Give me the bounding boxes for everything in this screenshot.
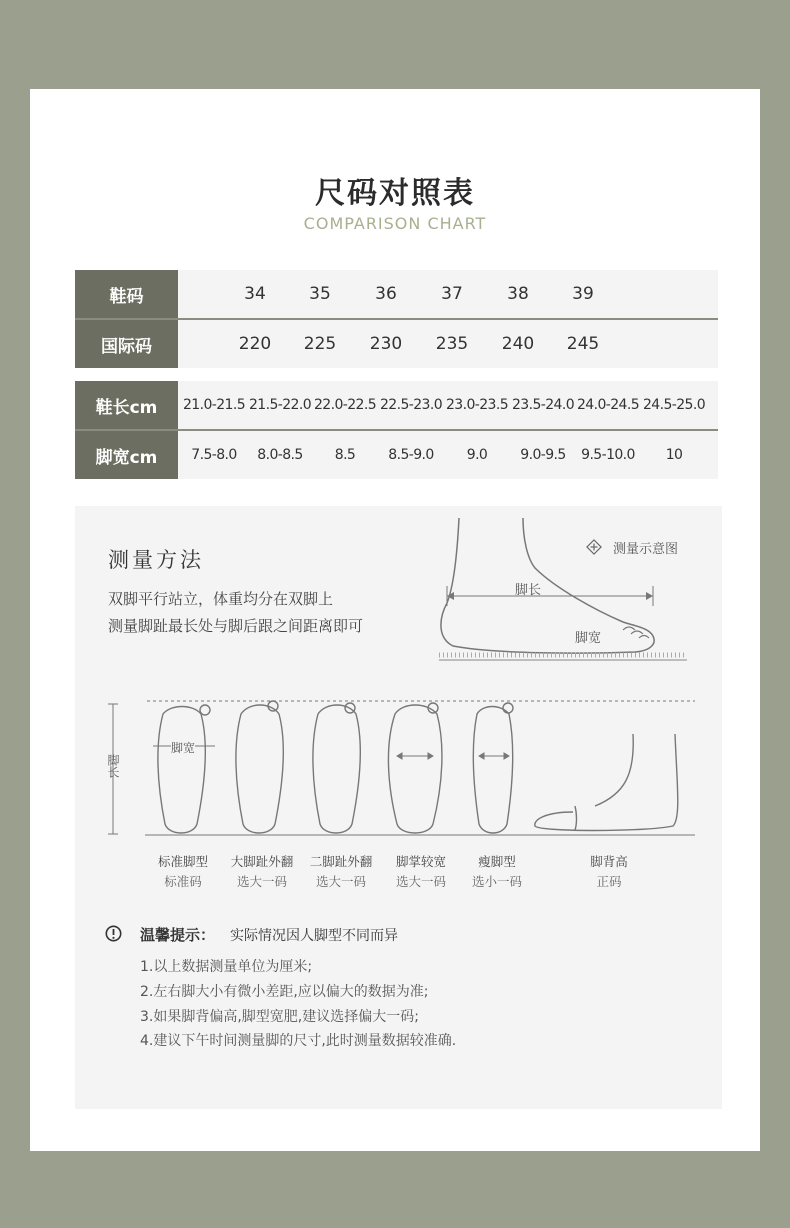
diagram-length-label: 脚长 (515, 583, 542, 598)
sole-width-label: 脚宽 (171, 741, 196, 755)
table-cell: 8.0-8.5 (257, 447, 303, 463)
measurement-panel (75, 506, 722, 1109)
table-cell: 8.5-9.0 (388, 447, 434, 463)
table-row (75, 431, 718, 479)
row-header: 国际码 (75, 320, 178, 368)
foot-type-name: 脚掌较宽 (395, 854, 447, 869)
tip-line: 2.左右脚大小有微小差距,应以偏大的数据为准; (140, 984, 429, 1000)
table-cell: 24.5-25.0 (643, 397, 705, 413)
page-title: 尺码对照表 (315, 176, 475, 211)
table-cell: 245 (566, 334, 600, 354)
table-cell: 9.0 (466, 447, 488, 463)
tip-line: 1.以上数据测量单位为厘米; (140, 959, 313, 975)
table-cell: 21.5-22.0 (249, 397, 311, 413)
tips-heading: 温馨提示： (140, 926, 216, 944)
foot-type-advice: 正码 (596, 874, 622, 889)
foot-types-diagram (105, 694, 705, 844)
diagram-width-label: 脚宽 (575, 631, 602, 646)
side-length-label: 脚长 (106, 754, 120, 778)
table-cell: 9.5-10.0 (581, 447, 635, 463)
row-header: 鞋长cm (75, 381, 178, 429)
row-header: 脚宽cm (75, 431, 178, 479)
table-cell: 22.0-22.5 (314, 397, 376, 413)
foot-type-advice: 选大一码 (395, 874, 447, 889)
tip-line: 3.如果脚背偏高,脚型宽肥,建议选择偏大一码; (140, 1009, 419, 1025)
table-row (75, 270, 718, 318)
table-cell: 240 (501, 334, 535, 354)
table-cell: 34 (244, 284, 266, 304)
foot-type-advice: 选小一码 (471, 874, 523, 889)
info-icon (105, 925, 122, 942)
table-cell: 38 (507, 284, 529, 304)
table-row (75, 320, 718, 368)
method-line: 测量脚趾最长处与脚后跟之间距离即可 (108, 617, 364, 635)
table-cell: 36 (375, 284, 397, 304)
table-row (75, 381, 718, 429)
foot-type-name: 大脚趾外翻 (230, 854, 294, 869)
foot-type-name: 脚背高 (590, 854, 628, 869)
size-table (75, 270, 718, 368)
foot-type-advice: 标准码 (164, 874, 202, 889)
measure-table (75, 381, 718, 479)
tip-line: 4.建议下午时间测量脚的尺寸,此时测量数据较准确. (140, 1033, 457, 1049)
table-cell: 22.5-23.0 (380, 397, 442, 413)
table-cell: 21.0-21.5 (183, 397, 245, 413)
table-cell: 39 (572, 284, 594, 304)
table-cell: 23.0-23.5 (446, 397, 508, 413)
foot-type-advice: 选大一码 (236, 874, 288, 889)
table-cell: 10 (665, 447, 683, 463)
foot-type-name: 瘦脚型 (478, 854, 516, 869)
foot-type-advice: 选大一码 (315, 874, 367, 889)
table-cell: 35 (309, 284, 331, 304)
foot-side-diagram (435, 518, 695, 668)
method-line: 双脚平行站立，体重均分在双脚上 (108, 590, 334, 608)
table-cell: 23.5-24.0 (512, 397, 574, 413)
foot-type-name: 标准脚型 (157, 854, 209, 869)
row-header: 鞋码 (75, 270, 178, 318)
table-cell: 225 (303, 334, 337, 354)
method-title: 测量方法 (108, 548, 204, 572)
table-cell: 230 (369, 334, 403, 354)
table-cell: 7.5-8.0 (191, 447, 237, 463)
table-cell: 9.0-9.5 (520, 447, 566, 463)
table-cell: 24.0-24.5 (577, 397, 639, 413)
tips-subheading: 实际情况因人脚型不同而异 (230, 928, 398, 944)
table-cell: 235 (435, 334, 469, 354)
table-cell: 37 (441, 284, 463, 304)
diagram-legend: 测量示意图 (613, 542, 679, 557)
foot-type-name: 二脚趾外翻 (309, 854, 373, 869)
table-cell: 220 (238, 334, 272, 354)
page-subtitle: COMPARISON CHART (303, 214, 487, 233)
table-cell: 8.5 (334, 447, 356, 463)
